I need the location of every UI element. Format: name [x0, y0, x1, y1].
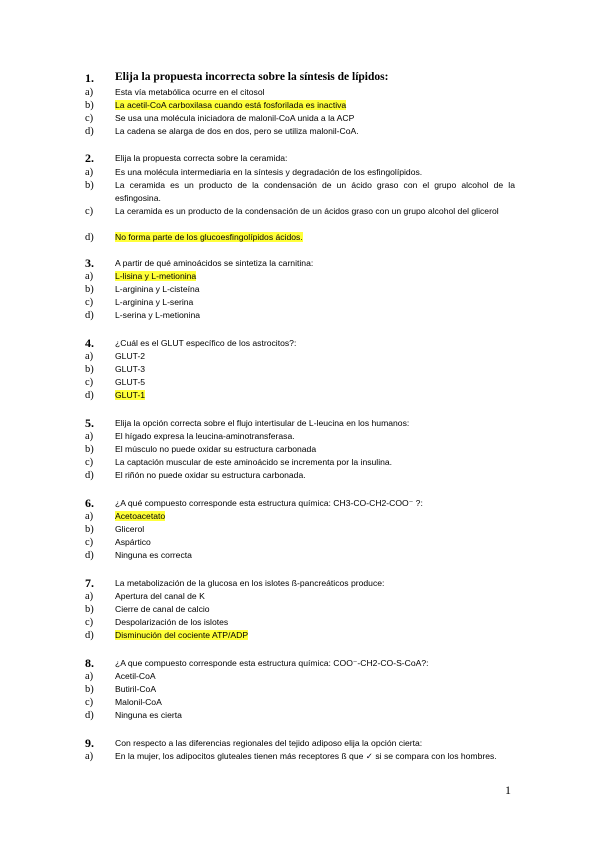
question-text: A partir de qué aminoácidos se sintetiza la carnitina: [115, 258, 314, 268]
option-letter: a) [85, 167, 94, 178]
option-text: Despolarización de los islotes [115, 617, 229, 627]
option-letter: c) [85, 297, 94, 308]
option-text: GLUT-3 [115, 364, 146, 374]
option-letter: c) [85, 697, 94, 708]
question-number: 8. [85, 656, 94, 670]
option-text: L-arginina y L-serina [115, 297, 194, 307]
option-letter: d) [85, 310, 94, 321]
question-number: 1. [85, 71, 94, 85]
question-text: Elija la opción correcta sobre el flujo intertisular de L-leucina en los humanos: [115, 418, 410, 428]
option-text: Es una molécula intermediaria en la síntesis y degradación de los esfingolípidos. [115, 167, 423, 177]
question-text: Elija la propuesta incorrecta sobre la síntesis de lípidos: [115, 71, 389, 83]
option-text: El riñón no puede oxidar su estructura carbonada. [115, 470, 306, 480]
option-letter: d) [85, 232, 94, 243]
option-text: L-lisina y L-metionina [115, 271, 197, 281]
option [0, 523, 600, 536]
option [0, 363, 600, 376]
question-number: 6. [85, 496, 94, 510]
option-text: Acetil-CoA [115, 671, 156, 681]
option-highlighted [0, 270, 600, 283]
option [0, 750, 600, 776]
option-text: La acetil-CoA carboxilasa cuando está fosforilada es inactiva [115, 100, 347, 110]
option [0, 309, 600, 322]
question-number: 5. [85, 416, 94, 430]
option-text: Esta vía metabólica ocurre en el citosol [115, 87, 265, 97]
option [0, 590, 600, 603]
option-text: El hígado expresa la leucina-aminotransferasa. [115, 431, 295, 441]
option-letter: d) [85, 470, 94, 481]
option-letter: c) [85, 457, 94, 468]
option [0, 443, 600, 456]
option-letter: a) [85, 751, 94, 762]
option-text: GLUT-5 [115, 377, 146, 387]
option-letter: c) [85, 113, 94, 124]
option-text: L-arginina y L-cisteína [115, 284, 200, 294]
option-text: La captación muscular de este aminoácido se incrementa por la insulina. [115, 457, 393, 467]
option [0, 296, 600, 309]
option-text: Glicerol [115, 524, 145, 534]
option [0, 283, 600, 296]
option-letter: b) [85, 284, 94, 295]
option-text: GLUT-2 [115, 351, 146, 361]
question-text: ¿Cuál es el GLUT específico de los astrocitos?: [115, 338, 297, 348]
option-text: Ninguna es correcta [115, 550, 192, 560]
option-highlighted [0, 99, 600, 112]
option [0, 683, 600, 696]
option-letter: c) [85, 537, 94, 548]
option [0, 549, 600, 562]
option [0, 166, 600, 179]
option-text: No forma parte de los glucoesfingolípidos ácidos. [115, 232, 303, 242]
option-letter: a) [85, 351, 94, 362]
option-highlighted [0, 510, 600, 523]
question-text: Con respecto a las diferencias regionales del tejido adiposo elija la opción cierta: [115, 738, 423, 748]
option-letter: c) [85, 206, 94, 217]
question-number: 7. [85, 576, 94, 590]
option-text: La cadena se alarga de dos en dos, pero se utiliza malonil-CoA. [115, 126, 359, 136]
option-text: El músculo no puede oxidar su estructura carbonada [115, 444, 317, 454]
page-number: 1 [505, 783, 511, 797]
option-letter: d) [85, 126, 94, 137]
option [0, 179, 600, 205]
option-text: En la mujer, los adipocitos gluteales tienen más receptores ß que ✓ si se compara con los hombres. [115, 751, 497, 761]
option [0, 603, 600, 616]
option-text: Cierre de canal de calcio [115, 604, 210, 614]
option [0, 430, 600, 443]
option [0, 376, 600, 389]
option-highlighted [0, 389, 600, 402]
option-letter: d) [85, 390, 94, 401]
option-letter: a) [85, 671, 94, 682]
question-number: 2. [85, 151, 94, 165]
option-letter: d) [85, 710, 94, 721]
option-text: La ceramida es un producto de la condensación de un ácidos graso con un grupo alcohol del glicerol [115, 206, 499, 216]
question-text: ¿A qué compuesto corresponde esta estructura química: CH3-CO-CH2-COO⁻ ?: [115, 498, 423, 508]
question-number: 3. [85, 256, 94, 270]
option-text: Disminución del cociente ATP/ADP [115, 630, 249, 640]
option-text: La ceramida es un producto de la condensación de un ácido graso con el grupo alcohol de la esfingosina. [115, 180, 515, 203]
question-text: La metabolización de la glucosa en los islotes ß-pancreáticos produce: [115, 578, 385, 588]
option-letter: b) [85, 684, 94, 695]
option [0, 112, 600, 125]
question-text: ¿A que compuesto corresponde esta estructura química: COO⁻-CH2-CO-S-CoA?: [115, 658, 429, 668]
option-highlighted [0, 629, 600, 642]
option-highlighted [0, 231, 600, 244]
option-letter: b) [85, 604, 94, 615]
option-letter: b) [85, 524, 94, 535]
option-text: GLUT-1 [115, 390, 146, 400]
option [0, 536, 600, 549]
option-letter: c) [85, 617, 94, 628]
option-text: Butiril-CoA [115, 684, 157, 694]
option-text: Apertura del canal de K [115, 591, 205, 601]
option-letter: a) [85, 591, 94, 602]
question-number: 4. [85, 336, 94, 350]
option-text: Aspártico [115, 537, 151, 547]
option-letter: b) [85, 364, 94, 375]
option [0, 616, 600, 629]
option [0, 350, 600, 363]
option [0, 205, 600, 231]
option-letter: b) [85, 180, 94, 191]
option-letter: a) [85, 511, 94, 522]
option [0, 125, 600, 138]
option [0, 696, 600, 709]
question-text: Elija la propuesta correcta sobre la ceramida: [115, 153, 288, 163]
option-letter: b) [85, 444, 94, 455]
option-text: Ninguna es cierta [115, 710, 182, 720]
option-letter: a) [85, 271, 94, 282]
option-text: L-serina y L-metionina [115, 310, 201, 320]
option-text: Se usa una molécula iniciadora de malonil-CoA unida a la ACP [115, 113, 355, 123]
option-letter: c) [85, 377, 94, 388]
option-letter: b) [85, 100, 94, 111]
question-number: 9. [85, 736, 94, 750]
option-letter: d) [85, 550, 94, 561]
option-letter: d) [85, 630, 94, 641]
option [0, 86, 600, 99]
option [0, 670, 600, 683]
option [0, 709, 600, 722]
option-letter: a) [85, 87, 94, 98]
option-text: Acetoacetato [115, 511, 166, 521]
option-letter: a) [85, 431, 94, 442]
option [0, 469, 600, 482]
option-text: Malonil-CoA [115, 697, 162, 707]
option [0, 456, 600, 469]
